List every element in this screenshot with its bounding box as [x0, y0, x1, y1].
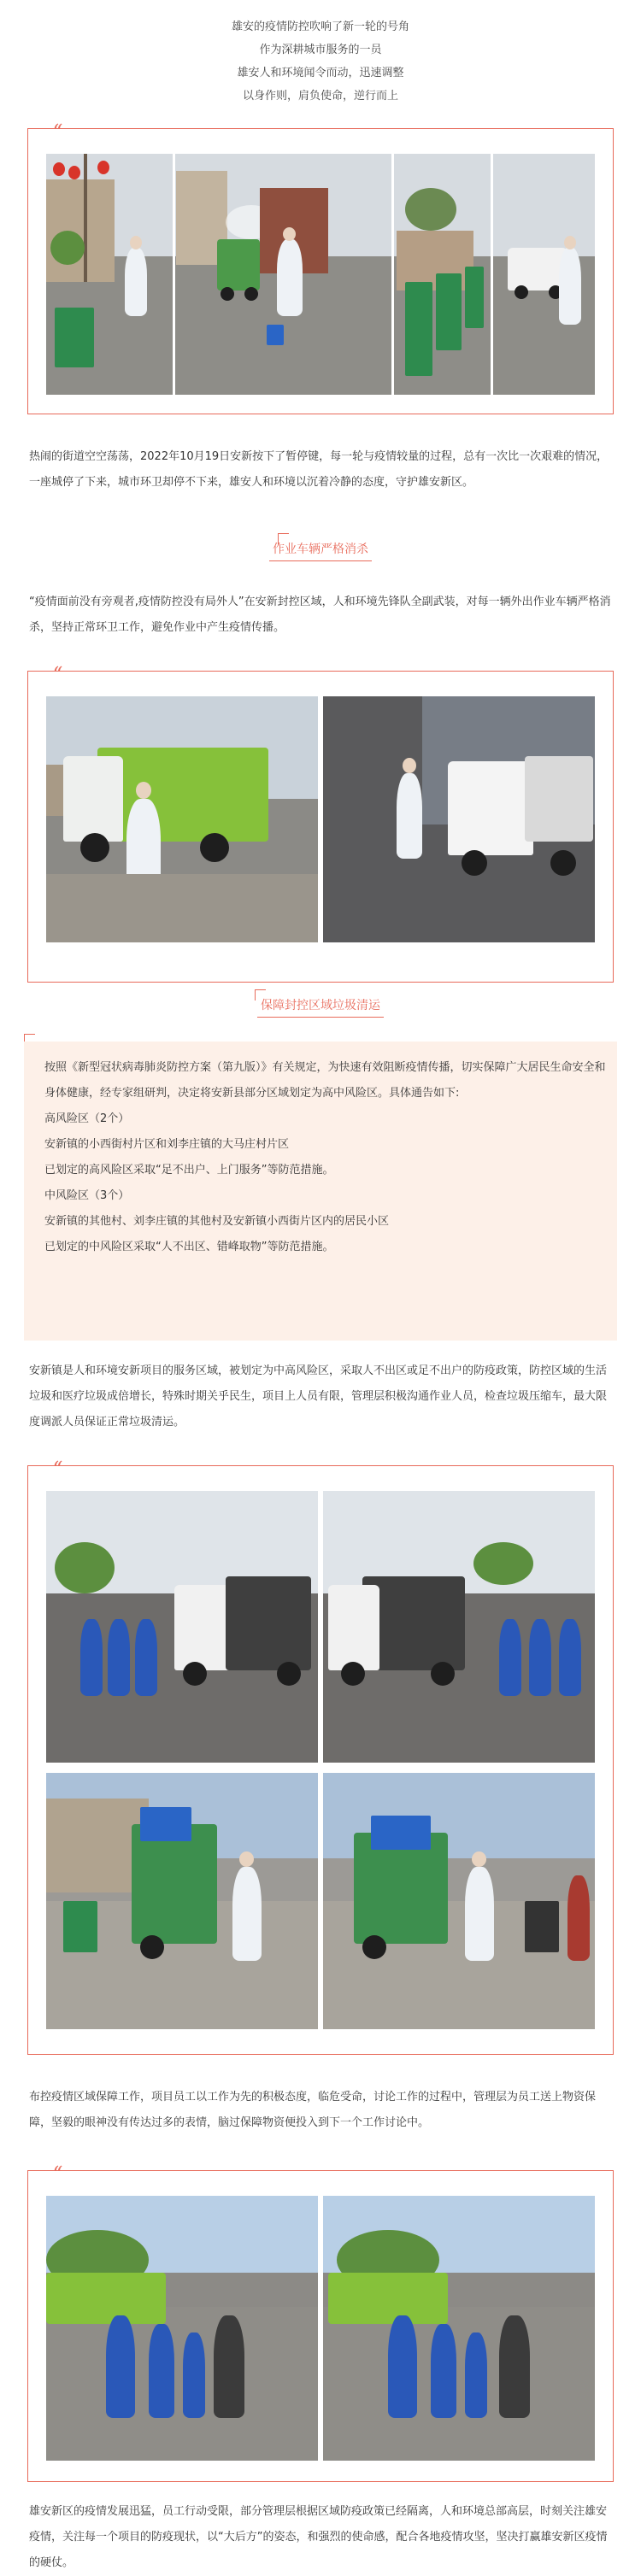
- policy-line: 中风险区（3个）: [44, 1189, 130, 1202]
- photo-garbage-trucks-meeting: [46, 1491, 595, 1763]
- paragraph-supply-support: 布控疫情区域保障工作，项目员工以工作为先的积极态度，临危受命，讨论工作的过程中，管理层为员工送上物资保障，坚毅的眼神没有传达过多的表情，脑过保障物资便投入到下一个工作讨论中。: [29, 2091, 597, 2129]
- intro-block: [0, 15, 641, 108]
- section-title-text: 保障封控区域垃圾清运: [257, 996, 384, 1018]
- paragraph-vehicle-disinfection: “疫情面前没有旁观者,疫情防控没有局外人”在安新封控区域，人和环境先锋队全副武装，对每一辆外出作业车辆严格消杀，坚持正常环卫工作，避免作业中产生疫情传播。: [29, 596, 611, 634]
- quote-mark-icon: “: [53, 2163, 63, 2185]
- paragraph-garbage-clearance: 安新镇是人和环境安新项目的服务区域，被划定为中高风险区，采取人不出区或足不出户的防疫政策，防控区域的生活垃圾和医疗垃圾成倍增长，特殊时期关乎民生，项目上人员有限，管理层积极沟通作业人员，检查垃圾压缩车，最大限度调派人员保证正常垃圾清运。: [29, 1364, 608, 1429]
- section-title-text: 作业车辆严格消杀: [269, 540, 372, 561]
- section-title-garbage-clearance: [0, 996, 641, 1018]
- policy-line: 按照《新型冠状病毒肺炎防控方案（第九版）》有关规定，为快速有效阻断疫情传播，切实保障广大居民生命安全和身体健康，经专家组研判，决定将安新县部分区域划定为高中风险区。具体通告如下:: [44, 1061, 606, 1100]
- photo-vehicle-disinfection: [46, 696, 595, 942]
- intro-line: 雄安人和环境闻令而动，迅速调整: [237, 67, 404, 79]
- intro-line: 以身作则，肩负使命，逆行而上: [242, 90, 398, 103]
- photo-staff-supplies: [46, 2196, 595, 2461]
- photo-garbage-bins-loading: [46, 1773, 595, 2029]
- intro-line: 作为深耕城市服务的一员: [259, 44, 382, 56]
- policy-line: 安新镇的小西街村片区和刘李庄镇的大马庄村片区: [44, 1138, 290, 1151]
- policy-line: 已划定的中风险区采取“人不出区、错峰取物”等防范措施。: [44, 1241, 334, 1253]
- section-title-vehicle-disinfection: [0, 540, 641, 561]
- quote-mark-icon: “: [53, 1458, 63, 1480]
- policy-notice-box: [24, 1042, 617, 1341]
- policy-line: 安新镇的其他村、刘李庄镇的其他村及安新镇小西街片区内的居民小区: [44, 1215, 390, 1228]
- photo-street-disinfection: [46, 154, 595, 395]
- paragraph-headquarters-support: 雄安新区的疫情发展迅猛，员工行动受限，部分管理层根据区域防疫政策已经隔离，人和环境总部高层，时刻关注雄安疫情，关注每一个项目的防疫现状，以“大后方”的姿态，和强烈的使命感，配合各地疫情攻坚，坚决打赢雄安新区疫情的硬仗。: [29, 2505, 608, 2569]
- policy-line: 高风险区（2个）: [44, 1112, 130, 1125]
- quote-mark-icon: “: [53, 121, 63, 143]
- intro-line: 雄安的疫情防控吹响了新一轮的号角: [231, 21, 409, 33]
- policy-line: 已划定的高风险区采取“足不出户、上门服务”等防范措施。: [44, 1164, 334, 1177]
- paragraph-lockdown: 热闹的街道空空荡荡，2022年10月19日安新按下了暂停键，每一轮与疫情较量的过程，总有一次比一次艰难的情况，一座城停了下来，城市环卫却停不下来，雄安人和环境以沉着冷静的态度，守护雄安新区。: [29, 450, 609, 489]
- quote-mark-icon: “: [53, 664, 63, 685]
